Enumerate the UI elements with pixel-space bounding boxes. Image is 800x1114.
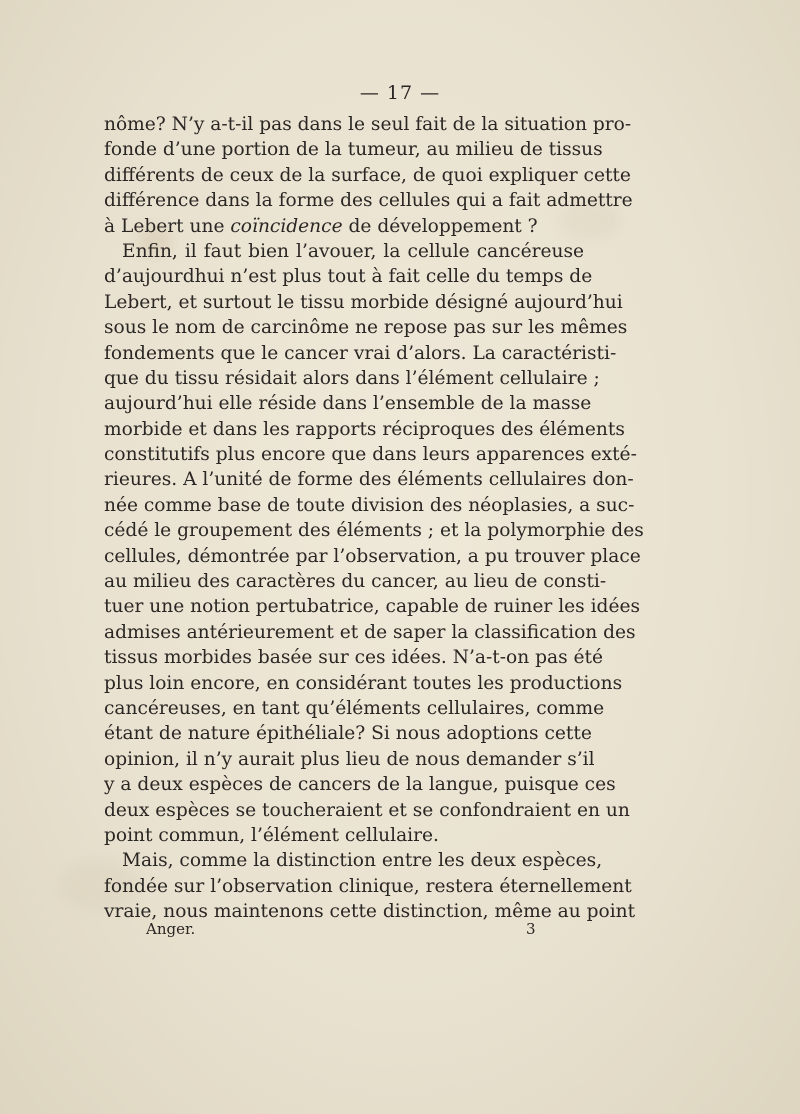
text-line: étant de nature épithéliale? Si nous adoptions cette (104, 723, 592, 745)
text-line: point commun, l’élément cellulaire. (104, 824, 439, 846)
text-line: y a deux espèces de cancers de la langue, puisque ces (104, 774, 616, 796)
text-line: que du tissu résidait alors dans l’élément cellulaire ; (104, 367, 600, 389)
text-line: fondée sur l’observation clinique, restera éternellement (104, 875, 632, 897)
text-line: vraie, nous maintenons cette distinction, même au point (104, 901, 636, 923)
text-line: Mais, comme la distinction entre les deux espèces, (122, 850, 603, 872)
text-line: sous le nom de carcinôme ne repose pas sur les mêmes (104, 317, 628, 339)
text-line: nôme? N’y a-t-il pas dans le seul fait de la situation pro- (104, 114, 632, 135)
text-line: différents de ceux de la surface, de quoi expliquer cette (104, 164, 631, 186)
text-line: admises antérieurement et de saper la classification des (104, 621, 636, 643)
text-line: rieures. A l’unité de forme des éléments cellulaires don- (104, 469, 634, 491)
text-line: Enfin, il faut bien l’avouer, la cellule cancéreuse (122, 240, 584, 262)
text-line: tuer une notion pertubatrice, capable de ruiner les idées (104, 596, 641, 618)
emphasized-word: coïncidence (230, 215, 343, 237)
text-line: au milieu des caractères du cancer, au lieu de consti- (104, 571, 607, 593)
text-line: tissus morbides basée sur ces idées. N’a-t-on pas été (104, 647, 604, 669)
text-line: à Lebert une coïncidence de développement ? (104, 215, 538, 237)
text-line: fonde d’une portion de la tumeur, au milieu de tissus (104, 139, 603, 161)
text-line: aujourd’hui elle réside dans l’ensemble de la masse (104, 393, 592, 415)
text-line: constitutifs plus encore que dans leurs apparences exté- (104, 444, 637, 466)
text-line: deux espèces se toucheraient et se confondraient en un (104, 799, 630, 821)
text-line: différence dans la forme des cellules qui a fait admettre (104, 190, 633, 212)
body-text (104, 112, 644, 925)
text-line: cellules, démontrée par l’observation, a pu trouver place (104, 545, 641, 567)
signature-mark: Anger. (146, 920, 196, 938)
signature-number: 3 (526, 920, 536, 938)
text-line: cancéreuses, en tant qu’éléments cellulaires, comme (104, 697, 605, 719)
text-line: morbide et dans les rapports réciproques des éléments (104, 418, 625, 440)
text-line: plus loin encore, en considérant toutes les productions (104, 672, 623, 694)
text-line: née comme base de toute division des néoplasies, a suc- (104, 494, 635, 516)
text-line: d’aujourdhui n’est plus tout à fait celle du temps de (104, 266, 593, 288)
page-number: — 17 — (359, 82, 441, 104)
text-line: fondements que le cancer vrai d’alors. La caractéristi- (104, 342, 617, 364)
text-line: Lebert, et surtout le tissu morbide désigné aujourd’hui (104, 291, 623, 313)
text-line: cédé le groupement des éléments ; et la polymorphie des (104, 520, 644, 542)
text-line: opinion, il n’y aurait plus lieu de nous demander s’il (104, 748, 595, 770)
